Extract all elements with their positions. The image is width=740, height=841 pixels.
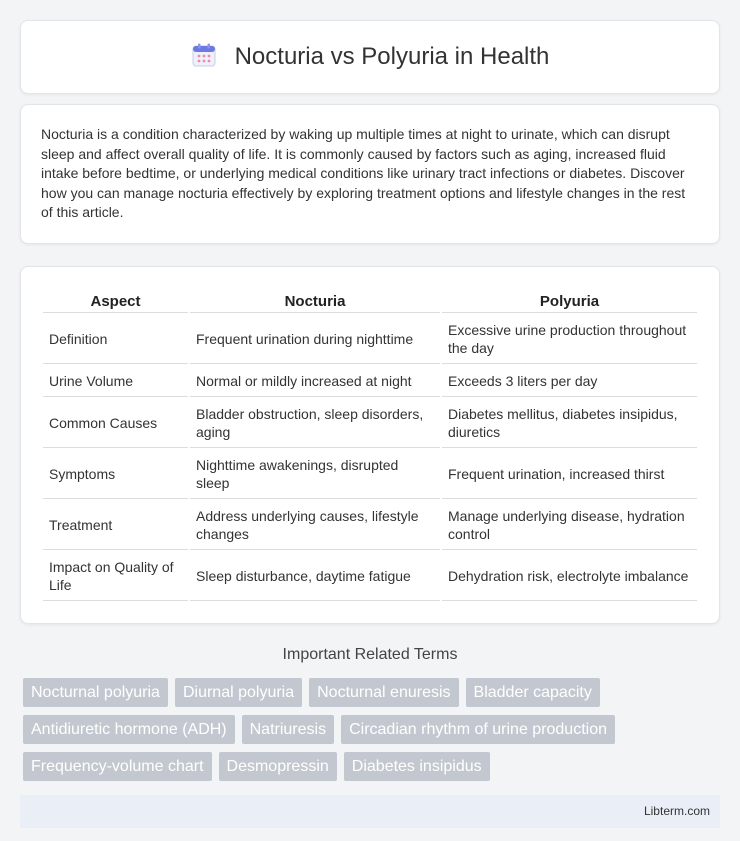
cell-nocturia: Frequent urination during nighttime [190,315,440,364]
header-aspect: Aspect [43,289,188,313]
header-polyuria: Polyuria [442,289,697,313]
cell-nocturia: Normal or mildly increased at night [190,366,440,397]
cell-aspect: Treatment [43,501,188,550]
cell-polyuria: Frequent urination, increased thirst [442,450,697,499]
related-terms-list [20,678,720,781]
cell-nocturia: Bladder obstruction, sleep disorders, aging [190,399,440,448]
table-row [43,501,697,550]
cell-aspect: Impact on Quality of Life [43,552,188,601]
cell-aspect: Common Causes [43,399,188,448]
footer [20,795,720,828]
table-row [43,450,697,499]
table-row [43,315,697,364]
cell-polyuria: Diabetes mellitus, diabetes insipidus, diuretics [442,399,697,448]
cell-aspect: Symptoms [43,450,188,499]
footer-site-link[interactable]: Libterm.com [643,804,710,819]
cell-aspect: Urine Volume [43,366,188,397]
tag-nocturnal-polyuria[interactable]: Nocturnal polyuria [23,678,168,707]
tag-natriuresis[interactable]: Natriuresis [242,715,334,744]
cell-aspect: Definition [43,315,188,364]
comparison-table-card [20,266,720,624]
calendar-icon [191,42,217,73]
tag-diurnal-polyuria[interactable]: Diurnal polyuria [175,678,302,707]
cell-polyuria: Dehydration risk, electrolyte imbalance [442,552,697,601]
tag-circadian-rhythm[interactable]: Circadian rhythm of urine production [341,715,615,744]
cell-polyuria: Excessive urine production throughout the day [442,315,697,364]
cell-nocturia: Nighttime awakenings, disrupted sleep [190,450,440,499]
tag-bladder-capacity[interactable]: Bladder capacity [466,678,600,707]
tag-frequency-volume-chart[interactable]: Frequency-volume chart [23,752,212,781]
comparison-table [41,287,699,603]
tag-nocturnal-enuresis[interactable]: Nocturnal enuresis [309,678,458,707]
cell-nocturia: Address underlying causes, lifestyle changes [190,501,440,550]
page-title: Nocturia vs Polyuria in Health [234,43,550,70]
cell-nocturia: Sleep disturbance, daytime fatigue [190,552,440,601]
page-header [20,20,720,94]
tag-desmopressin[interactable]: Desmopressin [219,752,337,781]
cell-polyuria: Exceeds 3 liters per day [442,366,697,397]
intro-paragraph: Nocturia is a condition characterized by waking up multiple times at night to urinate, which can disrupt sleep and affect overall quality of life. It is commonly caused by factors such as aging, increased fluid intake before bedtime, or underlying medical conditions like urinary tract infections or diabetes. Discover how you can manage nocturia effectively by exploring treatment options and lifestyle changes in the rest of this article. [20,104,720,244]
table-row [43,552,697,601]
table-row [43,366,697,397]
tag-diabetes-insipidus[interactable]: Diabetes insipidus [344,752,490,781]
header-nocturia: Nocturia [190,289,440,313]
related-terms-title: Important Related Terms [282,645,458,663]
tag-antidiuretic-hormone[interactable]: Antidiuretic hormone (ADH) [23,715,235,744]
cell-polyuria: Manage underlying disease, hydration control [442,501,697,550]
table-row [43,399,697,448]
